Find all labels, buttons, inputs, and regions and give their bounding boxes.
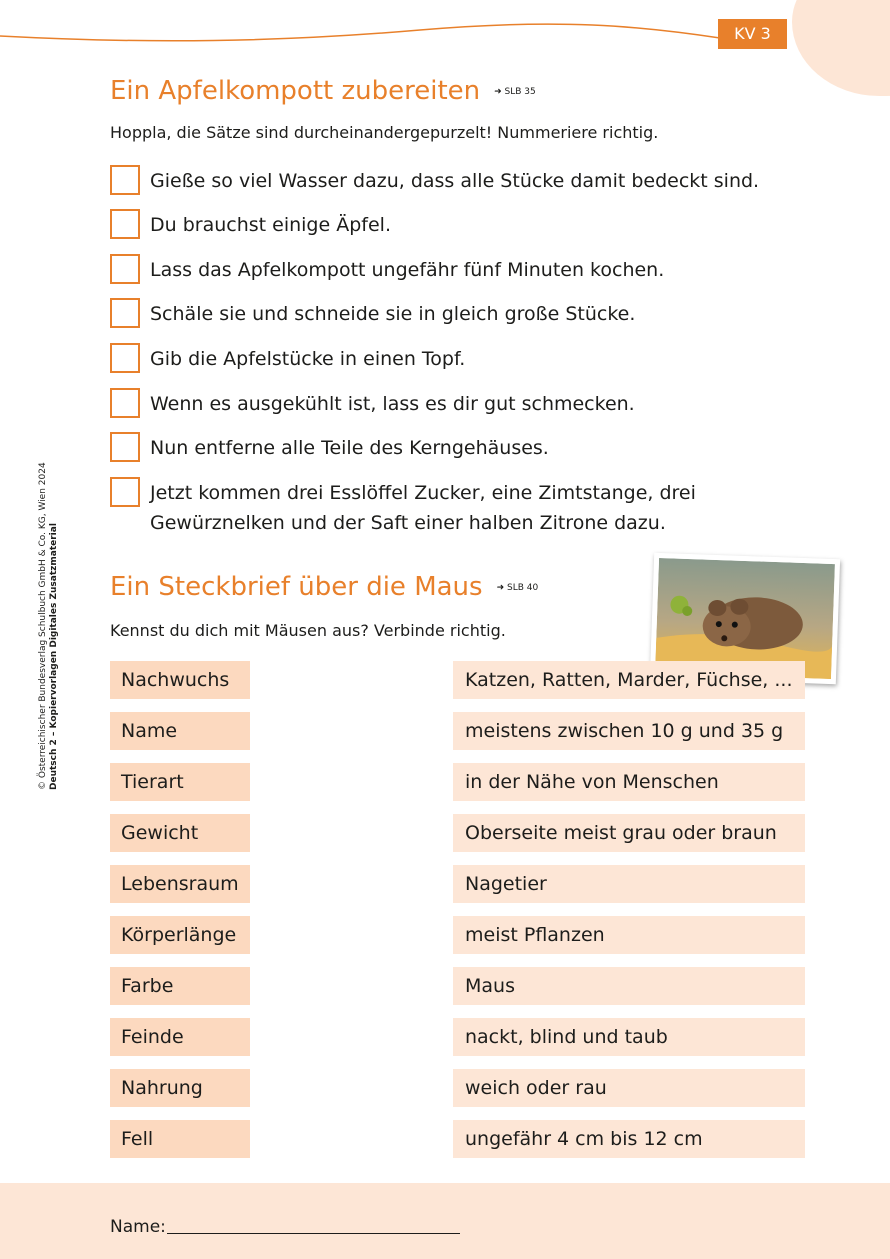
- name-write-line[interactable]: [167, 1233, 460, 1234]
- task-text: Nun entferne alle Teile des Kerngehäuses.: [150, 437, 549, 459]
- section-title-steckbrief: [110, 572, 538, 602]
- fact-cell[interactable]: Katzen, Ratten, Marder, Füchse, ...: [453, 661, 805, 699]
- fact-cell[interactable]: meistens zwischen 10 g und 35 g: [453, 712, 805, 750]
- task-item: [110, 255, 664, 285]
- category-cell[interactable]: Feinde: [110, 1018, 250, 1056]
- number-box[interactable]: [110, 343, 140, 373]
- task-text: Du brauchst einige Äpfel.: [150, 214, 391, 236]
- page-reference: ➜ SLB 40: [496, 582, 539, 593]
- task-item: [110, 210, 391, 240]
- fact-cell[interactable]: Nagetier: [453, 865, 805, 903]
- name-label: Name:: [110, 1217, 166, 1237]
- number-box[interactable]: [110, 298, 140, 328]
- task-item: [110, 433, 549, 463]
- category-cell[interactable]: Fell: [110, 1120, 250, 1158]
- task-text-line: Gewürznelken und der Saft einer halben Zitrone dazu.: [150, 512, 666, 534]
- task-item: [110, 166, 759, 196]
- task-text-multiline: [150, 478, 696, 538]
- task-text-line: Jetzt kommen drei Esslöffel Zucker, eine Zimtstange, drei: [150, 482, 696, 504]
- number-box[interactable]: [110, 432, 140, 462]
- category-cell[interactable]: Name: [110, 712, 250, 750]
- fact-cell[interactable]: nackt, blind und taub: [453, 1018, 805, 1056]
- copyright-line: © Österreichischer Bundesverlag Schulbuch GmbH & Co. KG, Wien 2024: [38, 462, 48, 790]
- task-item: [110, 478, 696, 538]
- section-title-text: Ein Steckbrief über die Maus: [110, 572, 483, 602]
- task-item: [110, 299, 635, 329]
- task-text: Wenn es ausgekühlt ist, lass es dir gut schmecken.: [150, 393, 635, 415]
- number-box[interactable]: [110, 254, 140, 284]
- fact-cell[interactable]: Maus: [453, 967, 805, 1005]
- worksheet-tag: KV 3: [718, 19, 787, 49]
- number-box[interactable]: [110, 388, 140, 418]
- task-item: [110, 344, 465, 374]
- category-cell[interactable]: Nahrung: [110, 1069, 250, 1107]
- number-box[interactable]: [110, 477, 140, 507]
- task-text: Gib die Apfelstücke in einen Topf.: [150, 348, 466, 370]
- task-item: [110, 389, 635, 419]
- number-box[interactable]: [110, 165, 140, 195]
- task-text: Schäle sie und schneide sie in gleich große Stücke.: [150, 303, 636, 325]
- copyright-credit: [38, 462, 60, 790]
- category-cell[interactable]: Lebensraum: [110, 865, 250, 903]
- category-cell[interactable]: Gewicht: [110, 814, 250, 852]
- section-title-text: Ein Apfelkompott zubereiten: [110, 76, 481, 106]
- category-cell[interactable]: Körperlänge: [110, 916, 250, 954]
- fact-cell[interactable]: ungefähr 4 cm bis 12 cm: [453, 1120, 805, 1158]
- task-text: Lass das Apfelkompott ungefähr fünf Minuten kochen.: [150, 259, 665, 281]
- fact-cell[interactable]: in der Nähe von Menschen: [453, 763, 805, 801]
- fact-cell[interactable]: meist Pflanzen: [453, 916, 805, 954]
- task-text: Gieße so viel Wasser dazu, dass alle Stücke damit bedeckt sind.: [150, 170, 760, 192]
- category-cell[interactable]: Farbe: [110, 967, 250, 1005]
- instruction-text: Kennst du dich mit Mäusen aus? Verbinde richtig.: [110, 621, 506, 640]
- fact-cell[interactable]: Oberseite meist grau oder braun: [453, 814, 805, 852]
- decorative-blob: [792, 0, 890, 96]
- instruction-text: Hoppla, die Sätze sind durcheinandergepurzelt! Nummeriere richtig.: [110, 123, 659, 142]
- category-cell[interactable]: Nachwuchs: [110, 661, 250, 699]
- page-reference: ➜ SLB 35: [494, 86, 536, 97]
- number-box[interactable]: [110, 209, 140, 239]
- section-title-apfelkompott: [110, 76, 536, 106]
- category-cell[interactable]: Tierart: [110, 763, 250, 801]
- fact-cell[interactable]: weich oder rau: [453, 1069, 805, 1107]
- product-line: Deutsch 2 – Kopiervorlagen Digitales Zusatzmaterial: [49, 523, 59, 790]
